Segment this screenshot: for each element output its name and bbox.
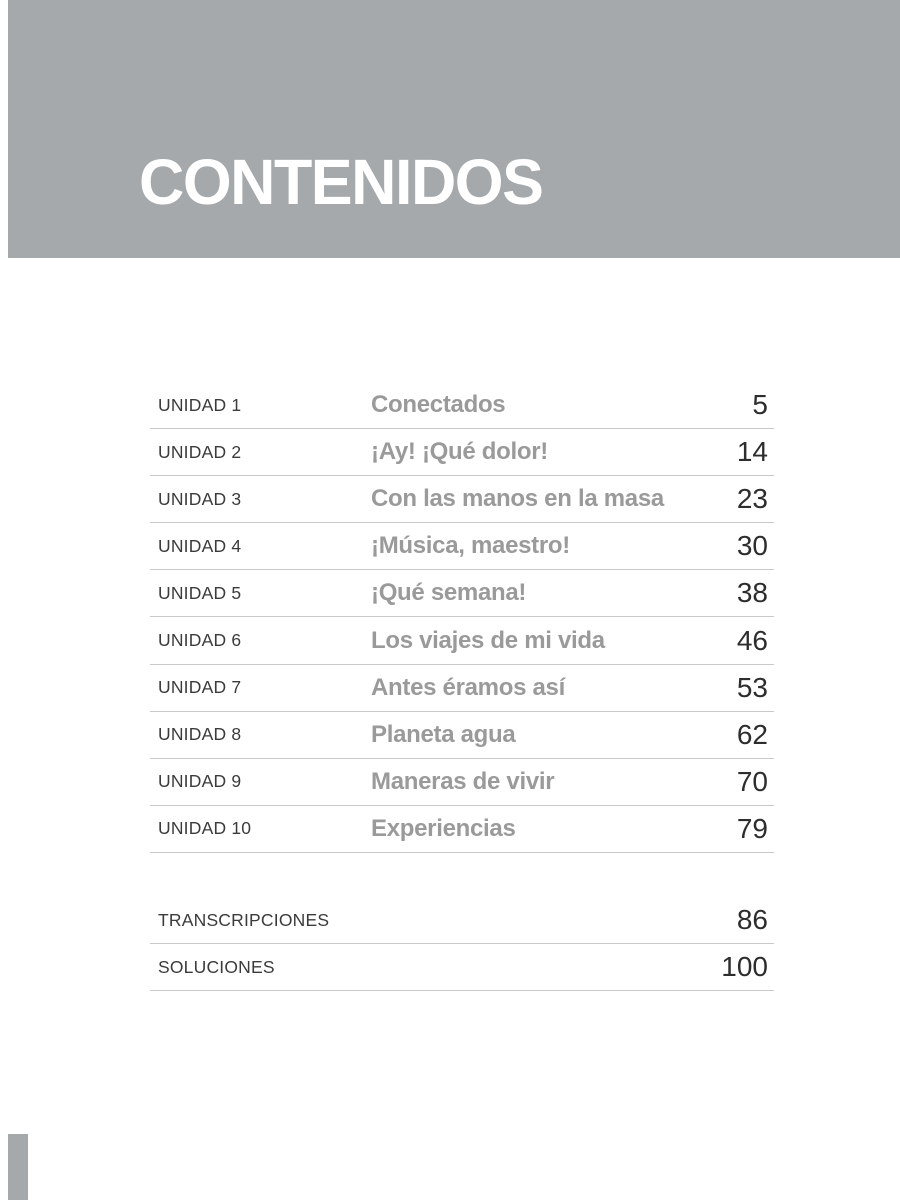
- page-number: 53: [736, 671, 768, 703]
- page-number: 100: [721, 951, 768, 982]
- toc-row: [150, 617, 774, 664]
- toc-row: [150, 665, 774, 712]
- toc-row: [150, 806, 774, 853]
- unit-label: UNIDAD 8: [158, 724, 242, 745]
- extra-row: [150, 897, 774, 944]
- page-number: 30: [736, 530, 768, 562]
- header-band: [8, 0, 900, 258]
- unit-title: Experiencias: [371, 814, 516, 842]
- unit-title: Planeta agua: [371, 720, 516, 748]
- toc-row: [150, 570, 774, 617]
- page-number: 38: [736, 577, 768, 609]
- unit-title: ¡Música, maestro!: [371, 532, 570, 560]
- page-number: 62: [736, 718, 768, 750]
- unit-title: ¡Ay! ¡Qué dolor!: [371, 438, 548, 466]
- extra-row: [150, 944, 774, 991]
- unit-title: Conectados: [371, 391, 506, 419]
- page-number: 5: [752, 389, 768, 421]
- toc-row: [150, 476, 774, 523]
- unit-label: UNIDAD 7: [158, 677, 242, 698]
- page-title: CONTENIDOS: [139, 146, 543, 218]
- toc-row: [150, 523, 774, 570]
- page-number: 23: [736, 483, 768, 515]
- toc-row: [150, 759, 774, 806]
- page-number: 46: [736, 624, 768, 656]
- toc-row: [150, 382, 774, 429]
- unit-label: UNIDAD 5: [158, 582, 242, 603]
- extra-label: SOLUCIONES: [158, 956, 275, 977]
- unit-title: Con las manos en la masa: [371, 485, 664, 513]
- unit-label: UNIDAD 3: [158, 488, 242, 509]
- page-number: 70: [736, 765, 768, 797]
- toc-row: [150, 429, 774, 476]
- extra-label: TRANSCRIPCIONES: [158, 909, 330, 930]
- unit-title: ¡Qué semana!: [371, 579, 527, 607]
- unit-title: Maneras de vivir: [371, 767, 555, 795]
- unit-label: UNIDAD 10: [158, 818, 252, 839]
- unit-title: Los viajes de mi vida: [371, 626, 605, 654]
- unit-title: Antes éramos así: [371, 673, 565, 701]
- page-number: 14: [736, 436, 768, 468]
- extras-table: [150, 897, 774, 991]
- unit-label: UNIDAD 6: [158, 630, 242, 651]
- unit-label: UNIDAD 2: [158, 441, 242, 462]
- toc-row: [150, 712, 774, 759]
- corner-tab-decoration: [8, 1134, 28, 1200]
- toc-table: [150, 382, 774, 853]
- page-number: 86: [736, 904, 768, 935]
- unit-label: UNIDAD 9: [158, 771, 242, 792]
- page-number: 79: [736, 812, 768, 844]
- unit-label: UNIDAD 4: [158, 535, 242, 556]
- unit-label: UNIDAD 1: [158, 394, 242, 415]
